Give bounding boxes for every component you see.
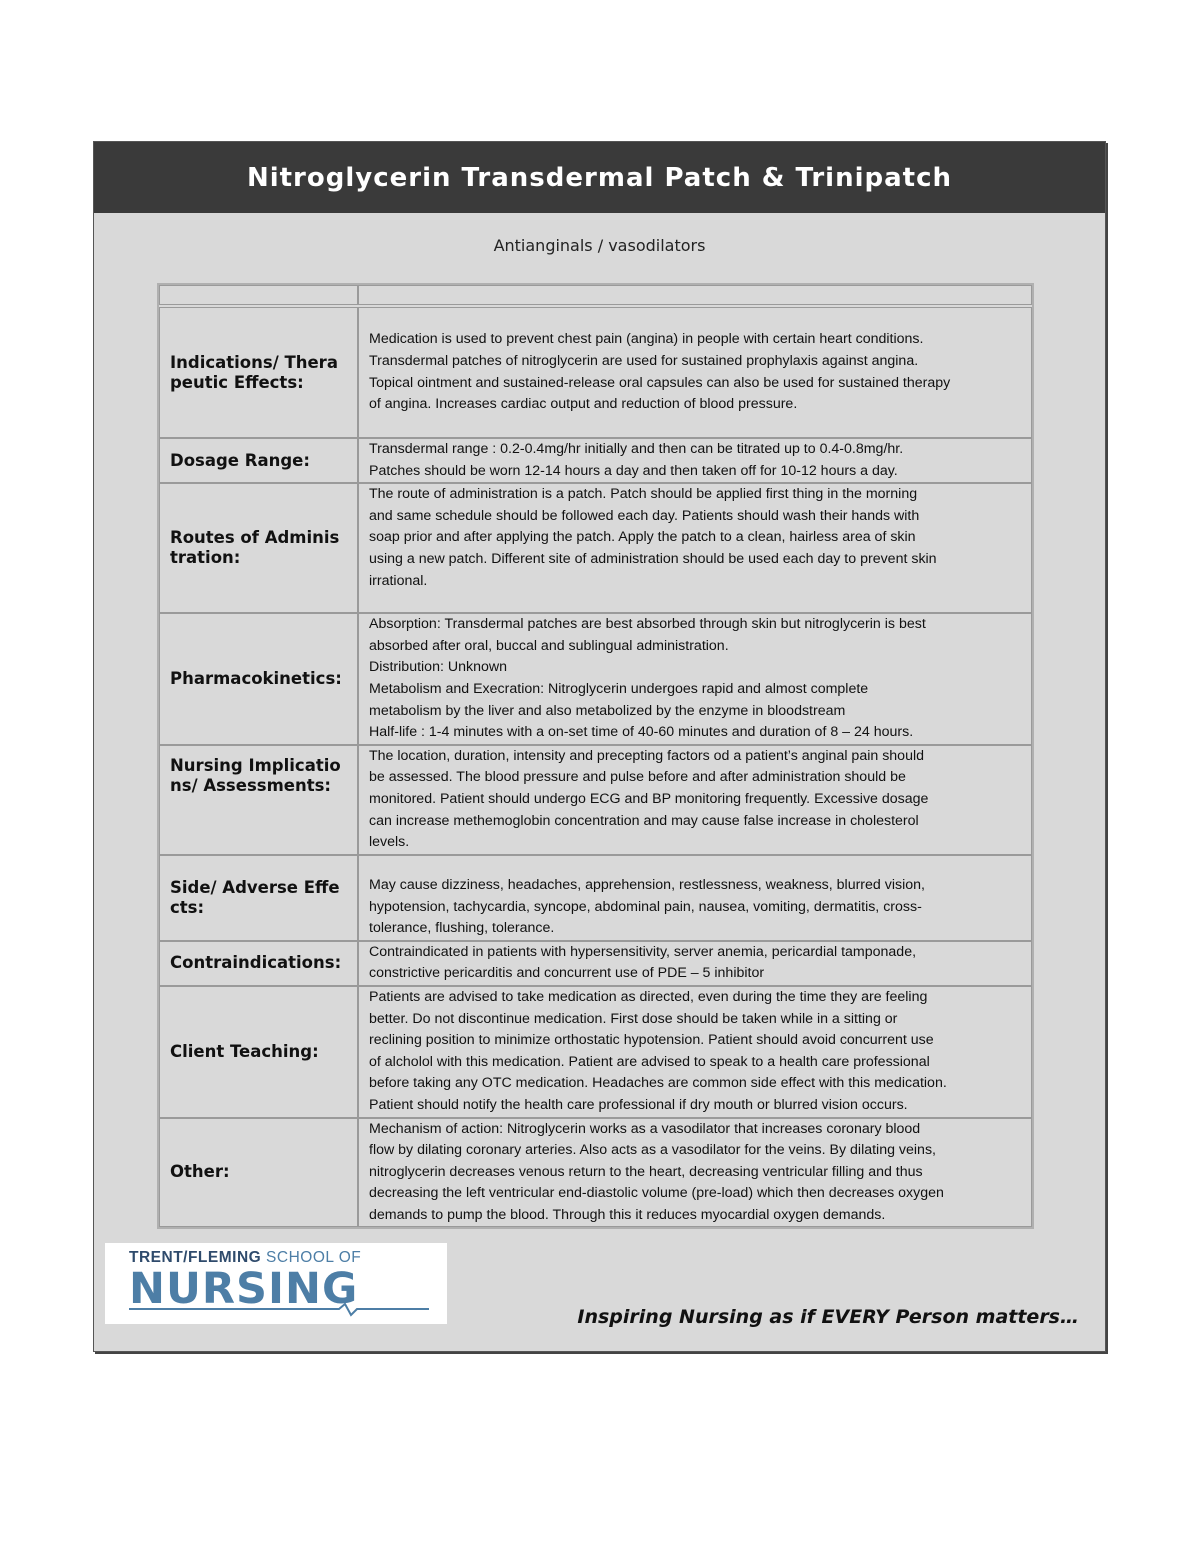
text-line: be assessed. The blood pressure and pulse before and after administration should be: [369, 769, 906, 786]
text-line: and same schedule should be followed each day. Patients should wash their hands with: [369, 507, 920, 524]
text-line: May cause dizziness, headaches, apprehension, restlessness, weakness, blurred vision,: [369, 876, 925, 893]
text-line: hypotension, tachycardia, syncope, abdominal pain, nausea, vomiting, dermatitis, cross-: [369, 898, 922, 915]
row-content: [358, 483, 1032, 613]
text-line: soap prior and after applying the patch. Apply the patch to a clean, hairless area of skin: [369, 529, 916, 546]
row-label: Routes of Administration:: [159, 483, 358, 613]
text-line: better. Do not discontinue medication. First dose should be taken while in a sitting or: [369, 1010, 898, 1027]
title-bar: [94, 142, 1105, 213]
school-logo: [105, 1243, 447, 1324]
text-line: tolerance, flushing, tolerance.: [369, 920, 555, 937]
text-line: flow by dilating coronary arteries. Also acts as a vasodilator for the veins. By dilating veins,: [369, 1142, 936, 1159]
text-line: metabolism by the liver and also metabolized by the enzyme in bloodstream: [369, 702, 846, 719]
row-label: Pharmacokinetics:: [159, 613, 358, 745]
text-line: demands to pump the blood. Through this it reduces myocardial oxygen demands.: [369, 1206, 886, 1223]
table-row: [159, 307, 1032, 438]
page-title: Nitroglycerin Transdermal Patch & Trinipatch: [246, 162, 953, 193]
text-line: before taking any OTC medication. Headaches are common side effect with this medication.: [369, 1075, 947, 1092]
row-label: Indications/ Therapeutic Effects:: [159, 307, 358, 438]
table-row: [159, 941, 1032, 986]
text-line: of alcholol with this medication. Patient are advised to speak to a health care professional: [369, 1053, 930, 1070]
table-header-row: [159, 285, 1032, 305]
text-line: Distribution: Unknown: [369, 659, 507, 676]
blank-cell: [358, 285, 1032, 305]
text-line: of angina. Increases cardiac output and reduction of blood pressure.: [369, 396, 798, 413]
text-line: Contraindicated in patients with hypersensitivity, server anemia, pericardial tamponade,: [369, 943, 917, 960]
row-label: Dosage Range:: [159, 438, 358, 483]
table-row: [159, 613, 1032, 745]
text-line: The location, duration, intensity and precepting factors od a patient’s anginal pain should: [369, 747, 924, 764]
table-row: [159, 483, 1032, 613]
text-line: Transdermal patches of nitroglycerin are used for sustained prophylaxis against angina.: [369, 352, 919, 369]
heartbeat-line-icon: [129, 1303, 429, 1317]
row-label: Side/ Adverse Effects:: [159, 855, 358, 941]
text-line: Patches should be worn 12-14 hours a day and then taken off for 10-12 hours a day.: [369, 462, 898, 479]
text-line: Half-life : 1-4 minutes with a on-set time of 40-60 minutes and duration of 8 – 24 hours.: [369, 724, 914, 741]
table-row: [159, 986, 1032, 1118]
row-content: [358, 941, 1032, 986]
text-line: Topical ointment and sustained-release oral capsules can also be used for sustained therapy: [369, 374, 951, 391]
drug-card: [93, 141, 1106, 1352]
logo-school-name: TRENT/FLEMING: [129, 1249, 262, 1266]
row-content: [358, 613, 1032, 745]
row-content: [358, 307, 1032, 438]
text-line: constrictive pericarditis and concurrent use of PDE – 5 inhibitor: [369, 965, 765, 982]
text-line: monitored. Patient should undergo ECG and BP monitoring frequently. Excessive dosage: [369, 790, 929, 807]
row-content: [358, 438, 1032, 483]
row-content: [358, 745, 1032, 855]
text-line: Absorption: Transdermal patches are best absorbed through skin but nitroglycerin is best: [369, 616, 926, 633]
logo-nursing-text: NURSING: [129, 1264, 359, 1314]
text-line: irrational.: [369, 572, 428, 589]
text-line: Patient should notify the health care professional if dry mouth or blurred vision occurs.: [369, 1096, 908, 1113]
row-content: [358, 1118, 1032, 1228]
drug-info-table: [157, 283, 1034, 1229]
row-label: Contraindications:: [159, 941, 358, 986]
text-line: Medication is used to prevent chest pain (angina) in people with certain heart conditions.: [369, 331, 924, 348]
text-line: Patients are advised to take medication as directed, even during the time they are feeling: [369, 988, 928, 1005]
text-line: reclining position to minimize orthostatic hypotension. Patient should avoid concurrent use: [369, 1032, 934, 1049]
blank-cell: [159, 285, 358, 305]
row-content: [358, 986, 1032, 1118]
table-row: [159, 1118, 1032, 1228]
text-line: decreasing the left ventricular end-diastolic volume (pre-load) which then decreases oxygen: [369, 1185, 944, 1202]
table-row: [159, 745, 1032, 855]
row-label: Other:: [159, 1118, 358, 1228]
tagline: Inspiring Nursing as if EVERY Person matters…: [577, 1306, 1079, 1328]
table-row: [159, 438, 1032, 483]
text-line: absorbed after oral, buccal and sublingual administration.: [369, 637, 729, 654]
table-row: [159, 855, 1032, 941]
text-line: can increase methemoglobin concentration and may cause false increase in cholesterol: [369, 812, 919, 829]
text-line: using a new patch. Different site of administration should be used each day to prevent skin: [369, 550, 937, 567]
text-line: Metabolism and Execration: Nitroglycerin undergoes rapid and almost complete: [369, 680, 869, 697]
row-content: [358, 855, 1032, 941]
text-line: Mechanism of action: Nitroglycerin works as a vasodilator that increases coronary blood: [369, 1120, 921, 1137]
text-line: levels.: [369, 834, 410, 851]
row-label: Client Teaching:: [159, 986, 358, 1118]
logo-school-of: SCHOOL OF: [266, 1249, 362, 1266]
text-line: nitroglycerin decreases venous return to the heart, decreasing ventricular filling and thus: [369, 1163, 923, 1180]
text-line: Transdermal range : 0.2-0.4mg/hr initially and then can be titrated up to 0.4-0.8mg/hr.: [369, 441, 904, 457]
row-label: Nursing Implications/ Assessments:: [159, 745, 358, 855]
drug-class-subtitle: Antianginals / vasodilators: [493, 236, 706, 255]
text-line: The route of administration is a patch. Patch should be applied first thing in the morning: [369, 486, 918, 503]
